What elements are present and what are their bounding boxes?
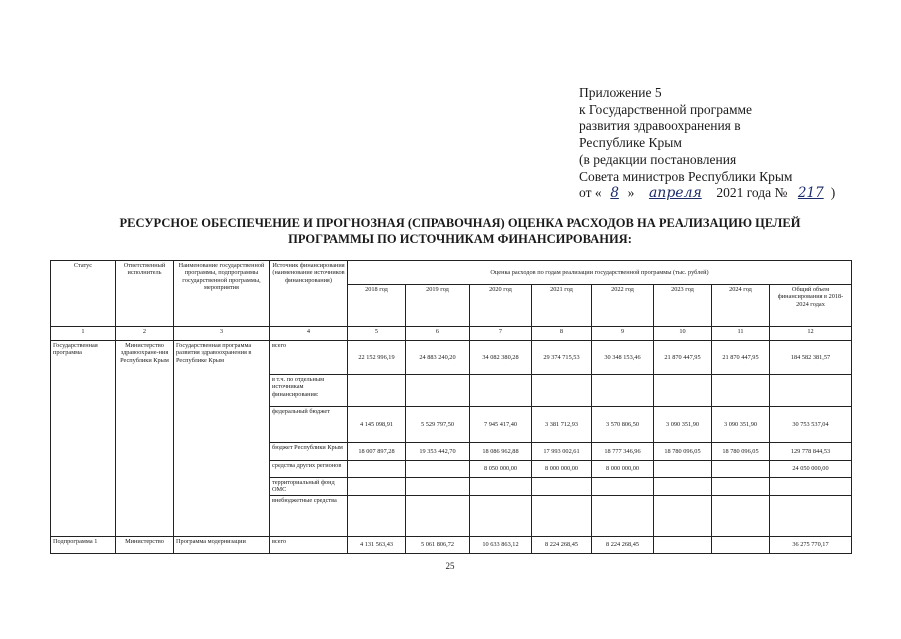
value-cell: [654, 536, 712, 553]
header-year: 2022 год: [592, 285, 654, 327]
value-cell: [770, 478, 852, 496]
appendix-line: (в редакции постановления: [579, 151, 737, 167]
header-row: [51, 261, 852, 285]
value-cell: 3 381 712,93: [532, 407, 592, 443]
value-cell: [654, 375, 712, 407]
value-cell: 18 777 346,96: [592, 443, 654, 461]
header-year: 2019 год: [406, 285, 470, 327]
value-cell: 8 000 000,00: [592, 461, 654, 478]
value-cell: [406, 478, 470, 496]
header-year: 2023 год: [654, 285, 712, 327]
column-numbers-row: [51, 327, 852, 341]
value-cell: 8 224 268,45: [592, 536, 654, 553]
source-cell: всего: [270, 341, 348, 375]
value-cell: 34 082 380,28: [470, 341, 532, 375]
column-number: 8: [532, 327, 592, 341]
appendix-block: [579, 85, 835, 202]
value-cell: 18 780 096,05: [654, 443, 712, 461]
column-number: 4: [270, 327, 348, 341]
value-cell: 4 145 098,91: [348, 407, 406, 443]
value-cell: 4 131 563,43: [348, 536, 406, 553]
value-cell: 24 883 240,20: [406, 341, 470, 375]
value-cell: [654, 495, 712, 536]
header-year: 2020 год: [470, 285, 532, 327]
source-cell: всего: [270, 536, 348, 553]
value-cell: [654, 478, 712, 496]
subprogram-executor: Министерство: [116, 536, 174, 553]
value-cell: [712, 478, 770, 496]
source-cell: в т.ч. по отдельным источникам финансирования:: [270, 375, 348, 407]
value-cell: 18 007 897,28: [348, 443, 406, 461]
value-cell: [712, 461, 770, 478]
value-cell: 3 570 806,50: [592, 407, 654, 443]
source-cell: средства других регионов: [270, 461, 348, 478]
column-number: 10: [654, 327, 712, 341]
column-number: 5: [348, 327, 406, 341]
value-cell: 129 778 844,53: [770, 443, 852, 461]
title-line: РЕСУРСНОЕ ОБЕСПЕЧЕНИЕ И ПРОГНОЗНАЯ (СПРАВОЧНАЯ) ОЦЕНКА РАСХОДОВ НА РЕАЛИЗАЦИЮ ЦЕЛЕЙ: [119, 216, 801, 230]
value-cell: 18 780 096,05: [712, 443, 770, 461]
value-cell: 24 050 000,00: [770, 461, 852, 478]
source-cell: бюджет Республики Крым: [270, 443, 348, 461]
column-number: 12: [770, 327, 852, 341]
value-cell: [406, 461, 470, 478]
header-year: 2018 год: [348, 285, 406, 327]
value-cell: [712, 536, 770, 553]
handwritten-month: апреля: [648, 185, 702, 202]
appendix-line: Республике Крым: [579, 135, 682, 151]
value-cell: 3 090 351,90: [654, 407, 712, 443]
value-cell: [406, 375, 470, 407]
value-cell: 30 753 537,04: [770, 407, 852, 443]
subprogram-status: Подпрограмма 1: [51, 536, 116, 553]
table-row: [51, 341, 852, 375]
column-number: 2: [116, 327, 174, 341]
value-cell: 17 993 002,61: [532, 443, 592, 461]
value-cell: 5 529 797,50: [406, 407, 470, 443]
value-cell: [712, 375, 770, 407]
value-cell: [592, 478, 654, 496]
value-cell: [592, 375, 654, 407]
value-cell: [470, 495, 532, 536]
value-cell: 5 061 806,72: [406, 536, 470, 553]
column-number: 1: [51, 327, 116, 341]
value-cell: 29 374 715,53: [532, 341, 592, 375]
column-number: 9: [592, 327, 654, 341]
value-cell: 3 090 351,90: [712, 407, 770, 443]
header-year: 2021 год: [532, 285, 592, 327]
value-cell: 22 152 996,19: [348, 341, 406, 375]
program-executor: Министерство здравоохране-ния Республики Крым: [116, 341, 174, 537]
value-cell: 21 870 447,95: [654, 341, 712, 375]
appendix-line: Приложение 5: [579, 85, 662, 100]
header-total: Общий объем финансирования в 2018-2024 годах: [770, 285, 852, 327]
column-number: 3: [174, 327, 270, 341]
date-prefix: от «: [579, 185, 602, 201]
date-quote: »: [627, 185, 635, 201]
appendix-date-line: от « 8 » апреля 2021 года № 217 ): [579, 185, 836, 202]
value-cell: [348, 375, 406, 407]
value-cell: [532, 478, 592, 496]
appendix-line: развития здравоохранения в: [579, 118, 741, 134]
finance-table: [50, 260, 852, 554]
value-cell: [532, 495, 592, 536]
header-source: Источник финансирования (наименование источников финансирования): [270, 261, 348, 327]
page-number: 25: [445, 561, 455, 571]
handwritten-day: 8: [610, 185, 619, 202]
value-cell: 7 945 417,40: [470, 407, 532, 443]
value-cell: [470, 478, 532, 496]
value-cell: [348, 495, 406, 536]
date-year: 2021 года №: [716, 185, 788, 201]
value-cell: 10 633 863,12: [470, 536, 532, 553]
source-cell: федеральный бюджет: [270, 407, 348, 443]
column-number: 7: [470, 327, 532, 341]
value-cell: 19 353 442,70: [406, 443, 470, 461]
handwritten-number: 217: [797, 185, 824, 202]
source-cell: территориальный фонд ОМС: [270, 478, 348, 496]
appendix-line: к Государственной программе: [579, 101, 753, 117]
source-cell: внебюджетные средства: [270, 495, 348, 536]
program-name: Государственная программа развития здравоохранения в Республике Крым: [174, 341, 270, 537]
value-cell: 8 224 268,45: [532, 536, 592, 553]
value-cell: 21 870 447,95: [712, 341, 770, 375]
value-cell: [532, 375, 592, 407]
value-cell: 18 086 962,88: [470, 443, 532, 461]
header-status: Статус: [51, 261, 116, 327]
column-number: 6: [406, 327, 470, 341]
column-number: 11: [712, 327, 770, 341]
value-cell: 8 000 000,00: [532, 461, 592, 478]
subprogram-name: Программа модернизации: [174, 536, 270, 553]
value-cell: [592, 495, 654, 536]
header-estimate: Оценка расходов по годам реализации государственной программы (тыс. рублей): [348, 261, 852, 285]
value-cell: [770, 375, 852, 407]
header-year: 2024 год: [712, 285, 770, 327]
value-cell: [406, 495, 470, 536]
header-name: Наименование государственной программы, подпрограммы государственной программы, мероприятия: [174, 261, 270, 327]
header-executor: Ответственный исполнитель: [116, 261, 174, 327]
table-row: [51, 536, 852, 553]
value-cell: 8 050 000,00: [470, 461, 532, 478]
value-cell: [712, 495, 770, 536]
value-cell: 184 582 381,57: [770, 341, 852, 375]
value-cell: [348, 478, 406, 496]
program-status: Государственная программа: [51, 341, 116, 537]
value-cell: 36 275 770,17: [770, 536, 852, 553]
value-cell: [770, 495, 852, 536]
value-cell: [654, 461, 712, 478]
document-title: [100, 215, 820, 247]
value-cell: [470, 375, 532, 407]
appendix-line: Совета министров Республики Крым: [579, 168, 793, 184]
title-line: ПРОГРАММЫ ПО ИСТОЧНИКАМ ФИНАНСИРОВАНИЯ:: [288, 232, 632, 246]
value-cell: 30 348 153,46: [592, 341, 654, 375]
value-cell: [348, 461, 406, 478]
